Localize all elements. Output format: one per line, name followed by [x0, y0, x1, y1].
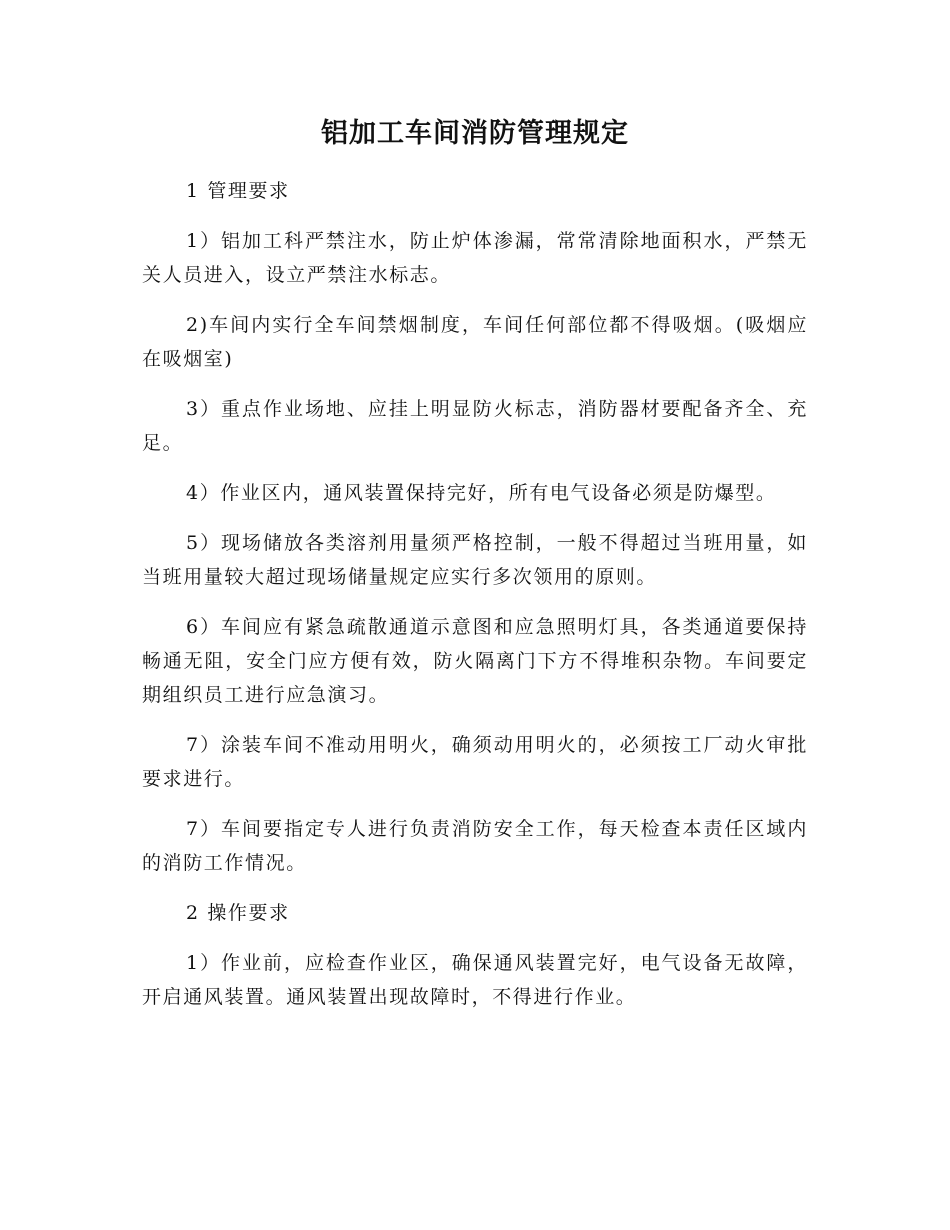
paragraph: 3）重点作业场地、应挂上明显防火标志，消防器材要配备齐全、充足。 [142, 398, 808, 454]
paragraph: 1）作业前，应检查作业区，确保通风装置完好，电气设备无故障，开启通风装置。通风装置出现故障时，不得进行作业。 [142, 952, 808, 1008]
paragraph: 2)车间内实行全车间禁烟制度，车间任何部位都不得吸烟。(吸烟应在吸烟室) [142, 314, 808, 370]
section-heading-management: 1 管理要求 [186, 180, 290, 202]
section-heading-operation: 2 操作要求 [186, 902, 290, 924]
paragraph: 1）铝加工科严禁注水，防止炉体渗漏，常常清除地面积水，严禁无关人员进入，设立严禁注水标志。 [142, 230, 808, 286]
paragraph: 6）车间应有紧急疏散通道示意图和应急照明灯具，各类通道要保持畅通无阻，安全门应方便有效，防火隔离门下方不得堆积杂物。车间要定期组织员工进行应急演习。 [142, 616, 808, 706]
paragraph: 5）现场储放各类溶剂用量须严格控制，一般不得超过当班用量，如当班用量较大超过现场储量规定应实行多次领用的原则。 [142, 532, 808, 588]
paragraph: 4）作业区内，通风装置保持完好，所有电气设备必须是防爆型。 [186, 482, 777, 504]
paragraph: 7）车间要指定专人进行负责消防安全工作，每天检查本责任区域内的消防工作情况。 [142, 818, 808, 874]
document-title: 铝加工车间消防管理规定 [321, 118, 629, 149]
paragraph: 7）涂装车间不准动用明火，确须动用明火的，必须按工厂动火审批要求进行。 [142, 734, 808, 790]
